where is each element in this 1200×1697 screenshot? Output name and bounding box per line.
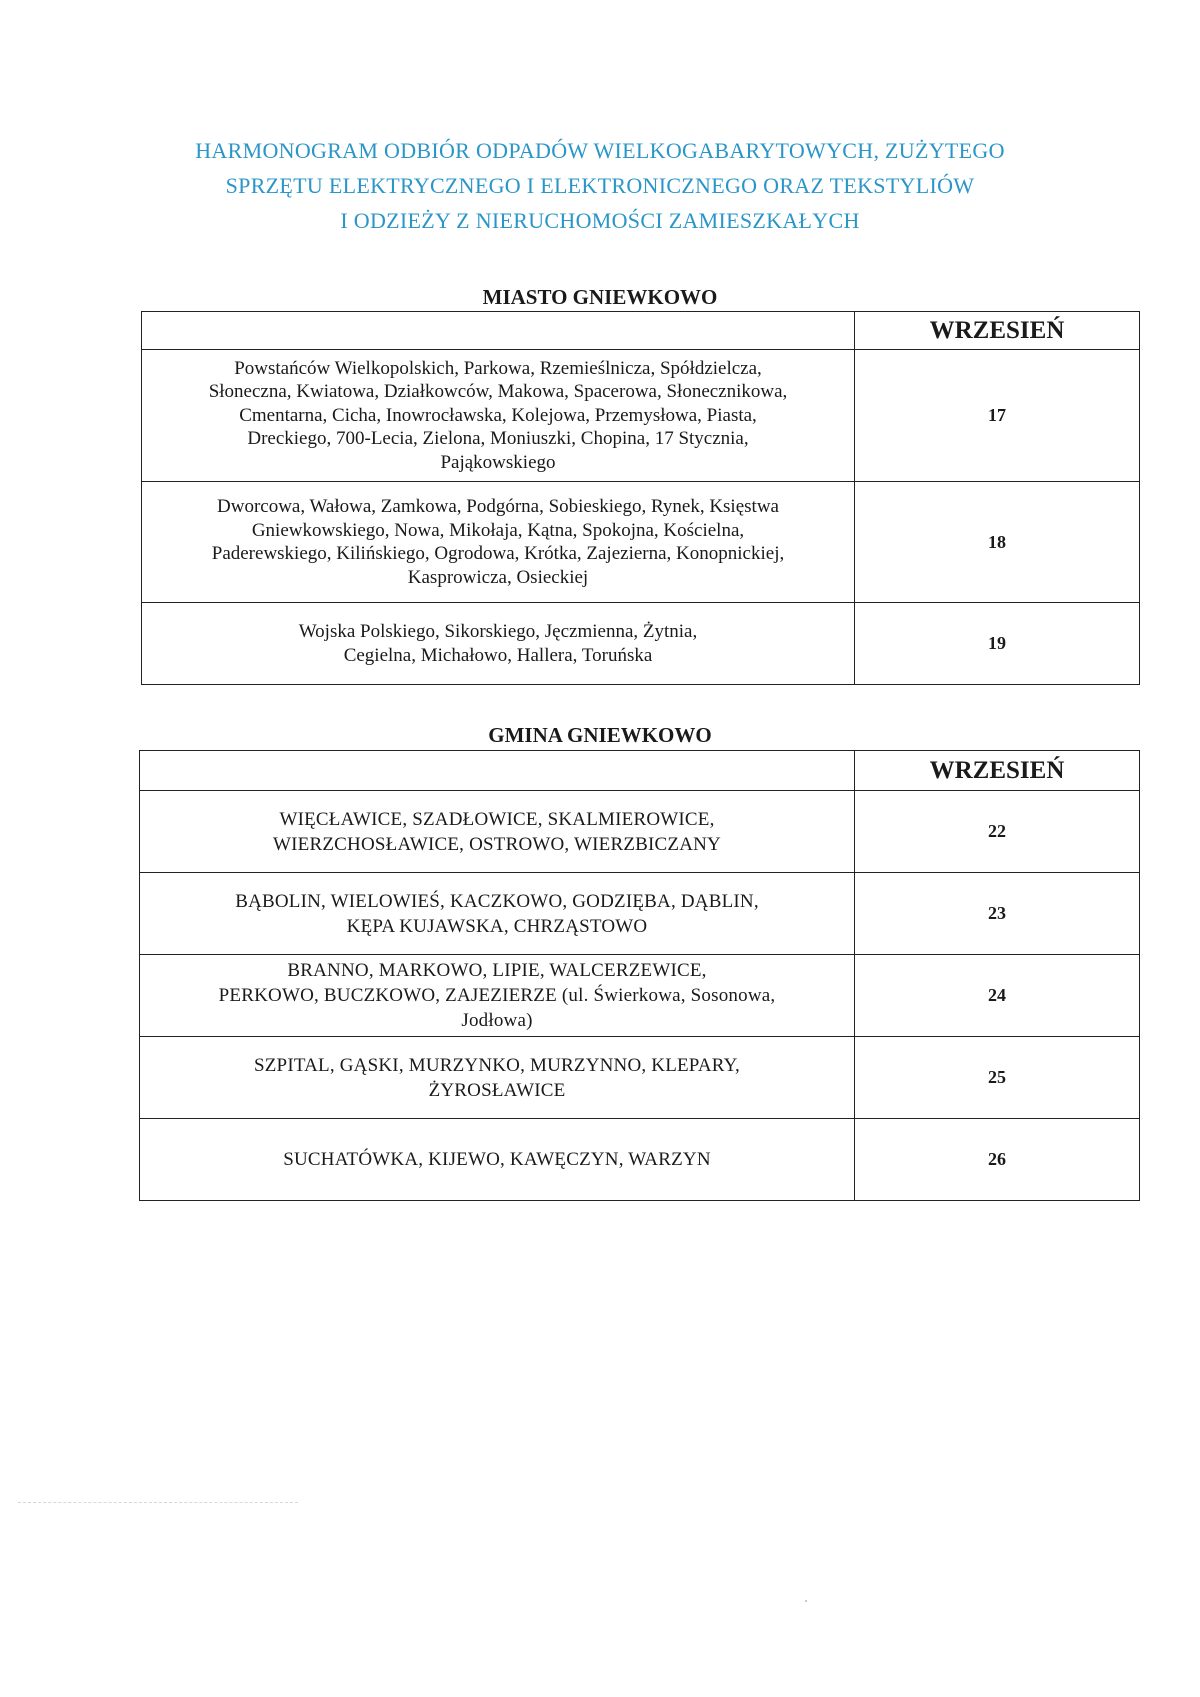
village-line: BRANNO, MARKOWO, LIPIE, WALCERZEWICE, <box>287 960 707 981</box>
village-line: BĄBOLIN, WIELOWIEŚ, KACZKOWO, GODZIĘBA, DĄBLIN, <box>235 890 759 912</box>
collection-day: 24 <box>855 955 1140 1037</box>
collection-day: 17 <box>855 350 1140 482</box>
street-line: Dreckiego, 700-Lecia, Zielona, Moniuszki, Chopina, 17 Stycznia, <box>247 428 749 450</box>
villages-cell <box>140 1119 855 1201</box>
village-line: PERKOWO, BUCZKOWO, ZAJEZIERZE (ul. Świerkowa, Sosonowa, <box>218 985 776 1006</box>
street-line: Cmentarna, Cicha, Inowrocławska, Kolejowa, Przemysłowa, Piasta, <box>239 404 757 426</box>
gmina-schedule-table <box>139 750 1140 1201</box>
village-line: SUCHATÓWKA, KIJEWO, KAWĘCZYN, WARZYN <box>283 1149 711 1170</box>
month-header: WRZESIEŃ <box>855 751 1140 791</box>
table-row <box>140 791 1140 873</box>
table-row <box>142 603 1140 685</box>
street-line: Gniewkowskiego, Nowa, Mikołaja, Kątna, Spokojna, Kościelna, <box>251 519 745 541</box>
streets-cell <box>142 482 855 603</box>
street-line: Paderewskiego, Kilińskiego, Ogrodowa, Krótka, Zajezierna, Konopnickiej, <box>211 543 785 564</box>
collection-day: 19 <box>855 603 1140 685</box>
village-line: WIĘCŁAWICE, SZADŁOWICE, SKALMIEROWICE, <box>279 808 715 830</box>
street-line: Słoneczna, Kwiatowa, Działkowców, Makowa, Spacerowa, Słonecznikowa, <box>208 381 788 403</box>
street-line: Dworcowa, Wałowa, Zamkowa, Podgórna, Sobieskiego, Rynek, Księstwa <box>217 496 779 517</box>
streets-cell <box>142 603 855 685</box>
miasto-heading: MIASTO GNIEWKOWO <box>482 285 718 309</box>
collection-day: 26 <box>855 1119 1140 1201</box>
table-row <box>140 1119 1140 1201</box>
table-row <box>140 1037 1140 1119</box>
table-row <box>140 955 1140 1037</box>
villages-cell <box>140 873 855 955</box>
empty-header-cell <box>140 751 855 791</box>
collection-day: 25 <box>855 1037 1140 1119</box>
title-line-3: I ODZIEŻY Z NIERUCHOMOŚCI ZAMIESZKAŁYCH <box>340 208 860 233</box>
table-row <box>142 350 1140 482</box>
street-line: Kasprowicza, Osieckiej <box>407 566 589 588</box>
street-line: Powstańców Wielkopolskich, Parkowa, Rzemieślnicza, Spółdzielcza, <box>234 357 762 379</box>
miasto-schedule-table <box>141 311 1140 685</box>
title-line-2: SPRZĘTU ELEKTRYCZNEGO I ELEKTRONICZNEGO ORAZ TEKSTYLIÓW <box>225 173 975 198</box>
scan-artifact-dot <box>805 1600 807 1602</box>
village-line: WIERZCHOSŁAWICE, OSTROWO, WIERZBICZANY <box>273 833 721 855</box>
title-line-1: HARMONOGRAM ODBIÓR ODPADÓW WIELKOGABARYTOWYCH, ZUŻYTEGO <box>195 138 1005 163</box>
street-line: Pająkowskiego <box>440 451 556 473</box>
collection-day: 23 <box>855 873 1140 955</box>
village-line: ŻYROSŁAWICE <box>428 1079 566 1101</box>
table-row <box>140 873 1140 955</box>
table-header-row <box>140 751 1140 791</box>
scan-artifact-line <box>18 1502 298 1503</box>
empty-header-cell <box>142 312 855 350</box>
document-title <box>0 133 1200 238</box>
month-header: WRZESIEŃ <box>855 312 1140 350</box>
collection-day: 18 <box>855 482 1140 603</box>
gmina-heading: GMINA GNIEWKOWO <box>488 723 712 747</box>
village-line: KĘPA KUJAWSKA, CHRZĄSTOWO <box>346 915 648 937</box>
villages-cell <box>140 955 855 1037</box>
collection-day: 22 <box>855 791 1140 873</box>
villages-cell <box>140 1037 855 1119</box>
table-header-row <box>142 312 1140 350</box>
street-line: Wojska Polskiego, Sikorskiego, Jęczmienna, Żytnia, <box>298 621 698 642</box>
villages-cell <box>140 791 855 873</box>
village-line: Jodłowa) <box>461 1010 533 1031</box>
village-line: SZPITAL, GĄSKI, MURZYNKO, MURZYNNO, KLEPARY, <box>253 1054 741 1076</box>
table-row <box>142 482 1140 603</box>
street-line: Cegielna, Michałowo, Hallera, Toruńska <box>343 644 653 666</box>
streets-cell <box>142 350 855 482</box>
